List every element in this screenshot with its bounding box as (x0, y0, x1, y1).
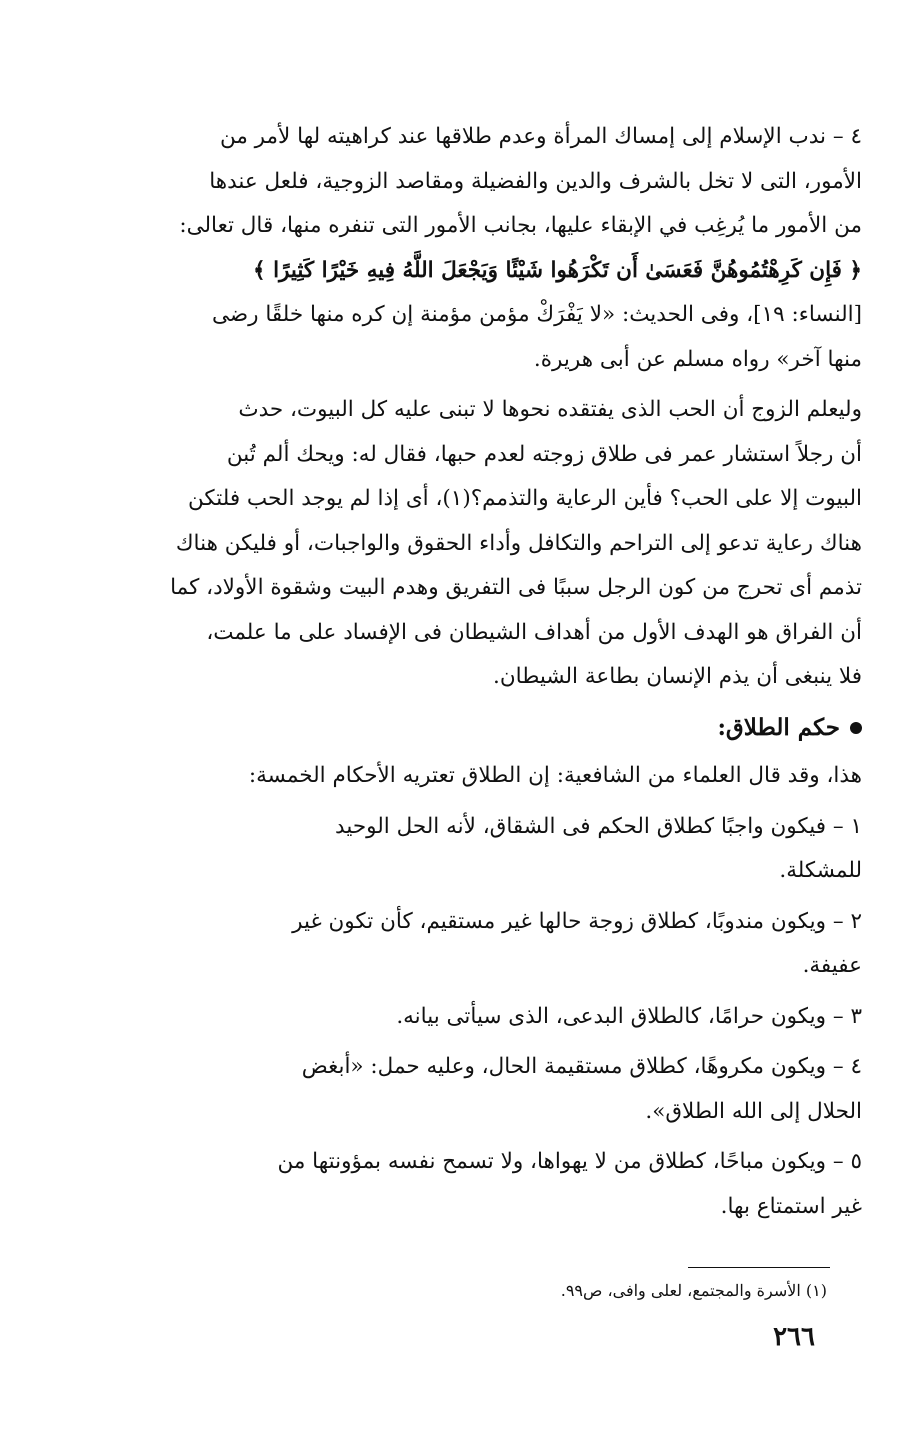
footnote: (١) الأسرة والمجتمع، لعلى وافى، ص٩٩. (560, 1281, 827, 1300)
ruling-item (30, 805, 862, 894)
text-line: أن رجلاً استشار عمر فى طلاق زوجته لعدم حبها، فقال له: ويحك ألم تُبن (226, 441, 862, 467)
text-line: عفيفة. (802, 953, 862, 978)
text-line: [النساء: ١٩]، وفى الحديث: «لا يَفْرَكْ مؤمن مؤمنة إن كره منها خلقًا رضى (211, 302, 862, 327)
text-line: ٣ – ويكون حرامًا، كالطلاق البدعى، الذى سيأتى بيانه. (396, 1003, 862, 1029)
ruling-item (30, 995, 862, 1040)
heading-text: حكم الطلاق: (717, 713, 840, 741)
quran-verse: ﴿ فَإِن كَرِهْتُمُوهُنَّ فَعَسَىٰ أَن تَكْرَهُوا شَيْئًا وَيَجْعَلَ اللَّهُ فِيهِ خَيْرًا كَثِيرًا ﴾ (252, 257, 862, 283)
ruling-item (30, 1045, 862, 1134)
text-line: فلا ينبغى أن يذم الإنسان بطاعة الشيطان. (493, 664, 862, 689)
text-line: الحلال إلى الله الطلاق». (645, 1098, 862, 1124)
text-line: أن الفراق هو الهدف الأول من أهداف الشيطان فى الإفساد على ما علمت، (206, 619, 862, 645)
paragraph-love (30, 388, 862, 700)
text-line: تذمم أى تحرج من كون الرجل سببًا فى التفريق وهدم البيت وشقوة الأولاد، كما (170, 575, 862, 600)
text-line: وليعلم الزوج أن الحب الذى يفتقده نحوها لا تبنى عليه كل البيوت، حدث (238, 397, 862, 422)
text-line: ٤ – ويكون مكروهًا، كطلاق مستقيمة الحال، وعليه حمل: «أبغض (301, 1054, 862, 1079)
ruling-item (30, 900, 862, 989)
section-heading (30, 706, 862, 751)
paragraph-point-4 (30, 115, 862, 382)
text-line: من الأمور ما يُرغِب في الإبقاء عليها، بجانب الأمور التى تنفره منها، قال تعالى: (179, 213, 862, 238)
main-text (30, 115, 862, 1229)
ruling-item (30, 1140, 862, 1229)
intro-line: هذا، وقد قال العلماء من الشافعية: إن الطلاق تعتريه الأحكام الخمسة: (248, 763, 862, 788)
text-line: الأمور، التى لا تخل بالشرف والدين والفضيلة ومقاصد الزوجية، فلعل عندها (209, 168, 862, 194)
text-line: ١ – فيكون واجبًا كطلاق الحكم فى الشقاق، لأنه الحل الوحيد (335, 813, 862, 839)
text-line: منها آخر» رواه مسلم عن أبى هريرة. (533, 346, 862, 372)
text-line: هناك رعاية تدعو إلى التراحم والتكافل وأداء الحقوق والواجبات، أو فليكن هناك (175, 530, 862, 556)
text-line: ٥ – ويكون مباحًا، كطلاق من لا يهواها، ولا تسمح نفسه بمؤونتها من (277, 1149, 862, 1174)
text-line: ٤ – ندب الإسلام إلى إمساك المرأة وعدم طلاقها عند كراهيته لها لأمر من (219, 124, 862, 149)
bullet-icon (850, 722, 862, 734)
text-line: ٢ – ويكون مندوبًا، كطلاق زوجة حالها غير مستقيم، كأن تكون غير (292, 908, 862, 934)
text-line: للمشكلة. (779, 858, 862, 883)
page-number: ٢٦٦ (773, 1322, 815, 1352)
footnote-divider (688, 1267, 830, 1268)
text-line: البيوت إلا على الحب؟ فأين الرعاية والتذمم؟(١)، أى إذا لم يوجد الحب فلتكن (187, 486, 862, 511)
text-line: غير استمتاع بها. (720, 1193, 862, 1219)
